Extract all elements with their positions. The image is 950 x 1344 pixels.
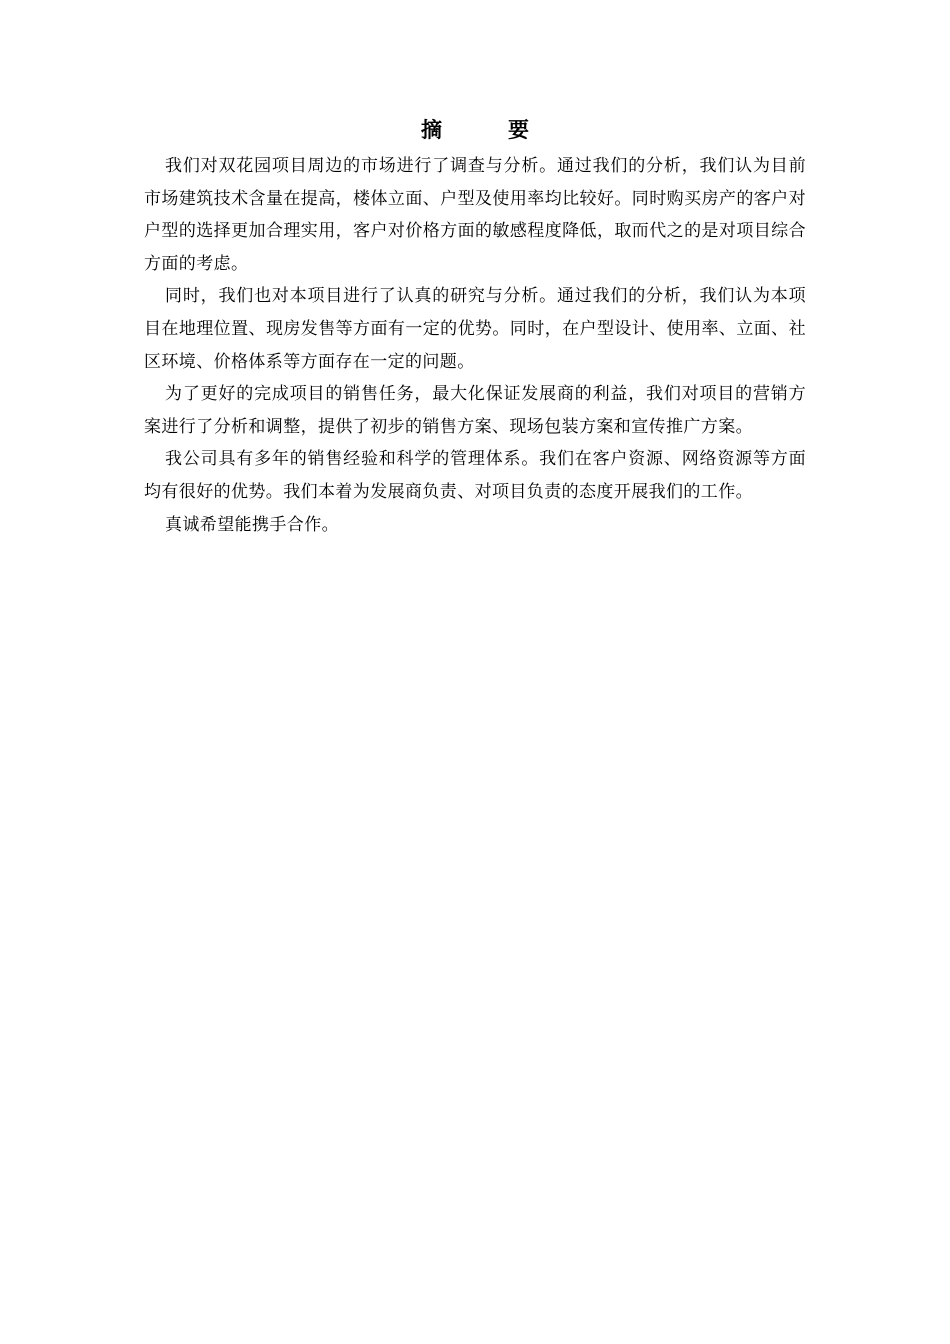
paragraph-market-analysis: 我们对双花园项目周边的市场进行了调查与分析。通过我们的分析，我们认为目前市场建筑技术含量在提高，楼体立面、户型及使用率均比较好。同时购买房产的客户对户型的选择更加合理实用，客户对价格方面的敏感程度降低，取而代之的是对项目综合方面的考虑。 (144, 156, 806, 274)
paragraph-project-analysis: 同时，我们也对本项目进行了认真的研究与分析。通过我们的分析，我们认为本项目在地理位置、现房发售等方面有一定的优势。同时，在户型设计、使用率、立面、社区环境、价格体系等方面存在一定的问题。 (144, 286, 806, 372)
paragraph-marketing-plan: 为了更好的完成项目的销售任务，最大化保证发展商的利益，我们对项目的营销方案进行了分析和调整，提供了初步的销售方案、现场包装方案和宣传推广方案。 (144, 384, 806, 437)
page-title (0, 114, 950, 146)
abstract-body (144, 150, 806, 541)
title-char-1: 摘 (421, 118, 442, 142)
title-char-2: 要 (508, 118, 529, 142)
paragraph-company-experience: 我公司具有多年的销售经验和科学的管理体系。我们在客户资源、网络资源等方面均有很好的优势。我们本着为发展商负责、对项目负责的态度开展我们的工作。 (144, 449, 806, 502)
paragraph-closing: 真诚希望能携手合作。 (165, 514, 339, 535)
